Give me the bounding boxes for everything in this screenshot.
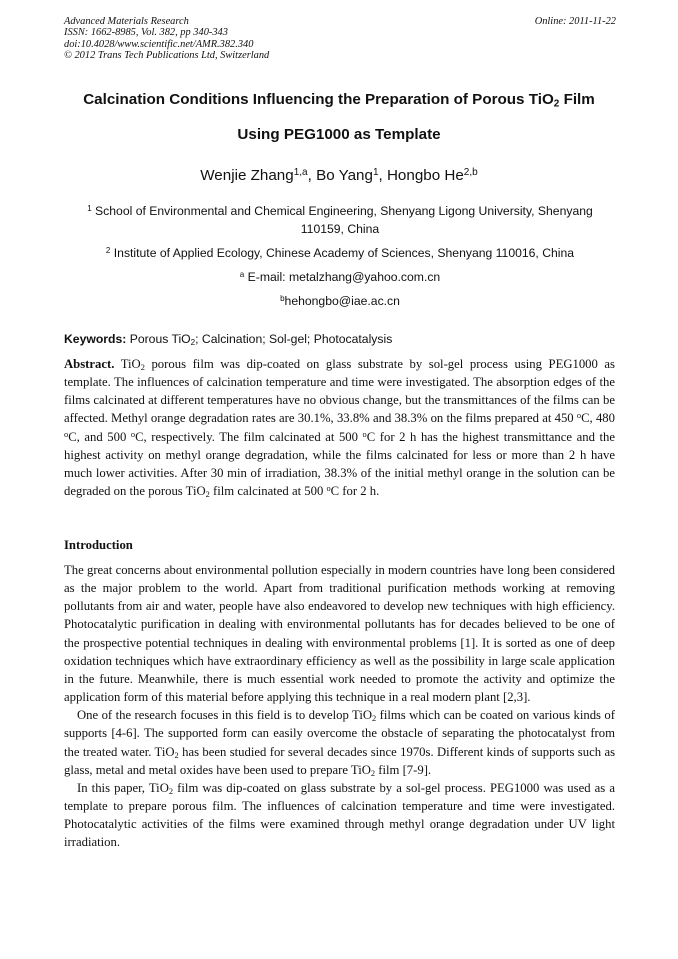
journal-doi: doi:10.4028/www.scientific.net/AMR.382.340 <box>64 38 254 50</box>
journal-name: Advanced Materials Research <box>64 16 189 27</box>
keywords: Keywords: Porous TiO$_2$; Calcination; Sol-gel; Photocatalysis <box>64 332 393 347</box>
abstract-label: Abstract. <box>64 357 115 371</box>
paper-title-line-2: Using PEG1000 as Template <box>237 126 441 143</box>
author-2: , Bo Yang <box>307 167 373 184</box>
introduction-paragraph-2: One of the research focuses in this field is to develop TiO$_2$ films which can be coated on various kinds of supports [4-6]. The supported form can easily overcome the obstacle of separating the photocatalyst from the treated water. TiO$_2$ has been studied for several decades since 1970s. Different kinds of supports such as glass, metal and metal oxides have been used to prepare TiO$_2$ film [7-9]. <box>64 708 616 778</box>
author-1: Wenjie Zhang <box>200 167 294 184</box>
introduction-heading: Introduction <box>64 538 133 552</box>
introduction-paragraph-1: The great concerns about environmental pollution especially in modern countries have long been considered as the major problem to the world. Apart from traditional purification methods working at removing pollutants from air and water, people have also endeavored to develop new techniques with high efficiency. Photocatalytic purification in dealing with environmental pollutants has for decades believed to be one of the prospective potential techniques in dealing with environmental problems [1]. It is sorted as one of deep oxidation techniques which have extraordinary efficiency as well as the possibility in large scale application in the future. Meanwhile, there is much essential work needed to promote the activity and optimize the application form of this material before applying this technique in a real modern plant [2,3]. <box>64 563 615 705</box>
introduction-body <box>64 561 615 852</box>
journal-header <box>64 16 616 62</box>
email-a: $^a$ E-mail: metalzhang@yahoo.com.cn <box>239 269 441 284</box>
journal-issn: ISSN: 1662-8985, Vol. 382, pp 340-343 <box>64 27 228 39</box>
online-date: Online: 2011-11-22 <box>534 16 616 27</box>
paper-title-line-1: Calcination Conditions Influencing the Preparation of Porous TiO$_2$ Film <box>83 91 595 110</box>
author-3: , Hongbo He <box>378 167 464 184</box>
keywords-label: Keywords: <box>64 332 127 346</box>
affiliation-1: $^1$ School of Environmental and Chemical Engineering, Shenyang Ligong University, Shenyang 110159, China <box>87 203 593 236</box>
introduction-paragraph-3: In this paper, TiO$_2$ film was dip-coated on glass substrate by a sol-gel process. PEG1000 was used as a template to prepare porous film. The influences of calcination temperature and time were investigated. Photocatalytic activities of the films were examined through methyl orange degradation under UV light irradiation. <box>64 780 615 850</box>
abstract: Abstract. TiO$_2$ porous film was dip-coated on glass substrate by sol-gel process using PEG1000 as template. The influences of calcination temperature and time were investigated. The absorption edges of the films calcinated at different temperatures have no obvious change, but the transmittances of the films can be affected. Methyl orange degradation rates are 30.1%, 33.8% and 38.3% on the films prepared at 450 $^o$C, 480 $^o$C, and 500 $^o$C, respectively. The film calcinated at 500 $^o$C for 2 h has the highest transmittance and the highest activity on methyl orange degradation, while the films calcinated for less or more than 2 h have much lower activities. After 30 min of irradiation, 38.3% of the initial methyl orange in the solution can be degraded on the porous TiO$_2$ film calcinated at 500 $^o$C for 2 h. <box>64 357 615 500</box>
email-b: $^b$hehongbo@iae.ac.cn <box>280 293 400 308</box>
author-list: Wenjie Zhang$^{1,a}$, Bo Yang$^1$, Hongbo He$^{2,b}$ <box>200 166 478 184</box>
affiliation-2: $^2$ Institute of Applied Ecology, Chinese Academy of Sciences, Shenyang 110016, China <box>105 245 575 260</box>
journal-copyright: © 2012 Trans Tech Publications Ltd, Switzerland <box>64 50 270 62</box>
